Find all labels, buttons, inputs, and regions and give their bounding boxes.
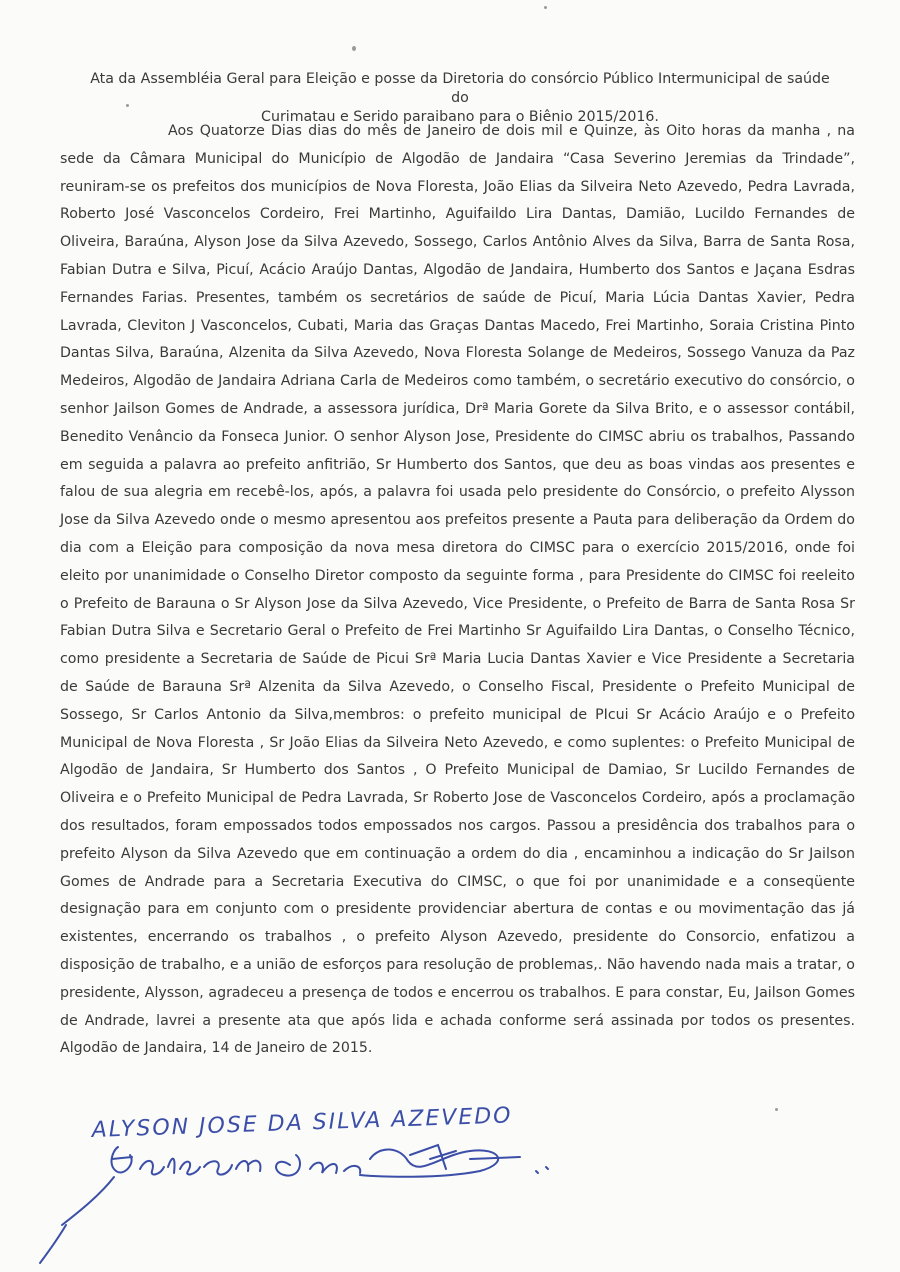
scan-speck: [352, 46, 356, 51]
scan-speck: [775, 1108, 778, 1111]
scan-speck: [126, 104, 129, 107]
title-line-1: Ata da Assembléia Geral para Eleição e posse da Diretoria do consórcio Público Intermunicipal de saúde do: [90, 71, 830, 106]
title-line-2: Curimatau e Serido paraibano para o Biênio 2015/2016.: [261, 109, 659, 125]
signature-name-1: ALYSON JOSE DA SILVA AZEVEDO: [91, 1103, 513, 1143]
signature-area: [0, 1085, 900, 1272]
signature-scribble: [40, 1145, 548, 1263]
handwritten-signatures: [0, 1085, 900, 1272]
scan-speck: [544, 6, 547, 9]
minutes-body-text: Aos Quatorze Dias dias do mês de Janeiro de dois mil e Quinze, às Oito horas da manha , na sede da Câmara Municipal do Município de Algodão de Jandaira “Casa Severino Jeremias da Trindade”, reuniram-se os prefeitos dos municípios de Nova Floresta, João Elias da Silveira Neto Azevedo, Pedra Lavrada, Roberto José Vasconcelos Cordeiro, Frei Martinho, Aguifaildo Lira Dantas, Damião, Lucildo Fernandes de Oliveira, Baraúna, Alyson Jose da Silva Azevedo, Sossego, Carlos Antônio Alves da Silva, Barra de Santa Rosa, Fabian Dutra e Silva, Picuí, Acácio Araújo Dantas, Algodão de Jandaira, Humberto dos Santos e Jaçana Esdras Fernandes Farias. Presentes, também os secretários de saúde de Picuí, Maria Lúcia Dantas Xavier, Pedra Lavrada, Cleviton J Vasconcelos, Cubati, Maria das Graças Dantas Macedo, Frei Martinho, Soraia Cristina Pinto Dantas Silva, Baraúna, Alzenita da Silva Azevedo, Nova Floresta Solange de Medeiros, Sossego Vanuza da Paz Medeiros, Algodão de Jandaira Adriana Carla de Medeiros como também, o secretário executivo do consórcio, o senhor Jailson Gomes de Andrade, a assessora jurídica, Drª Maria Gorete da Silva Brito, e o assessor contábil, Benedito Venâncio da Fonseca Junior. O senhor Alyson Jose, Presidente do CIMSC abriu os trabalhos, Passando em seguida a palavra ao prefeito anfitrião, Sr Humberto dos Santos, que deu as boas vindas aos presentes e falou de sua alegria em recebê-los, após, a palavra foi usada pelo presidente do Consórcio, o prefeito Alysson Jose da Silva Azevedo onde o mesmo apresentou aos prefeitos presente a Pauta para deliberação da Ordem do dia com a Eleição para composição da nova mesa diretora do CIMSC para o exercício 2015/2016, onde foi eleito por unanimidade o Conselho Diretor composto da seguinte forma , para Presidente do CIMSC foi reeleito o Prefeito de Barauna o Sr Alyson Jose da Silva Azevedo, Vice Presidente, o Prefeito de Barra de Santa Rosa Sr Fabian Dutra Silva e Secretario Geral o Prefeito de Frei Martinho Sr Aguifaildo Lira Dantas, o Conselho Técnico, como presidente a Secretaria de Saúde de Picui Srª Maria Lucia Dantas Xavier e Vice Presidente a Secretaria de Saúde de Barauna Srª Alzenita da Silva Azevedo, o Conselho Fiscal, Presidente o Prefeito Municipal de Sossego, Sr Carlos Antonio da Silva,membros: o prefeito municipal de PIcui Sr Acácio Araújo e o Prefeito Municipal de Nova Floresta , Sr João Elias da Silveira Neto Azevedo, e como suplentes: o Prefeito Municipal de Algodão de Jandaira, Sr Humberto dos Santos , O Prefeito Municipal de Damiao, Sr Lucildo Fernandes de Oliveira e o Prefeito Municipal de Pedra Lavrada, Sr Roberto Jose de Vasconcelos Cordeiro, após a proclamação dos resultados, foram empossados todos empossados nos cargos. Passou a presidência dos trabalhos para o prefeito Alyson da Silva Azevedo que em continuação a ordem do dia , encaminhou a indicação do Sr Jailson Gomes de Andrade para a Secretaria Executiva do CIMSC, o que foi por unanimidade e a conseqüente designação para em conjunto com o presidente providenciar abertura de contas e ou movimentação das já existentes, encerrando os trabalhos , o prefeito Alyson Azevedo, presidente do Consorcio, enfatizou a disposição de trabalho, e a união de esforços para resolução de problemas,. Não havendo nada mais a tratar, o presidente, Alysson, agradeceu a presença de todos e encerrou os trabalhos. E para constar, Eu, Jailson Gomes de Andrade, lavrei a presente ata que após lida e achada conforme será assinada por todos os presentes. Algodão de Jandaira, 14 de Janeiro de 2015.: [60, 123, 855, 1057]
